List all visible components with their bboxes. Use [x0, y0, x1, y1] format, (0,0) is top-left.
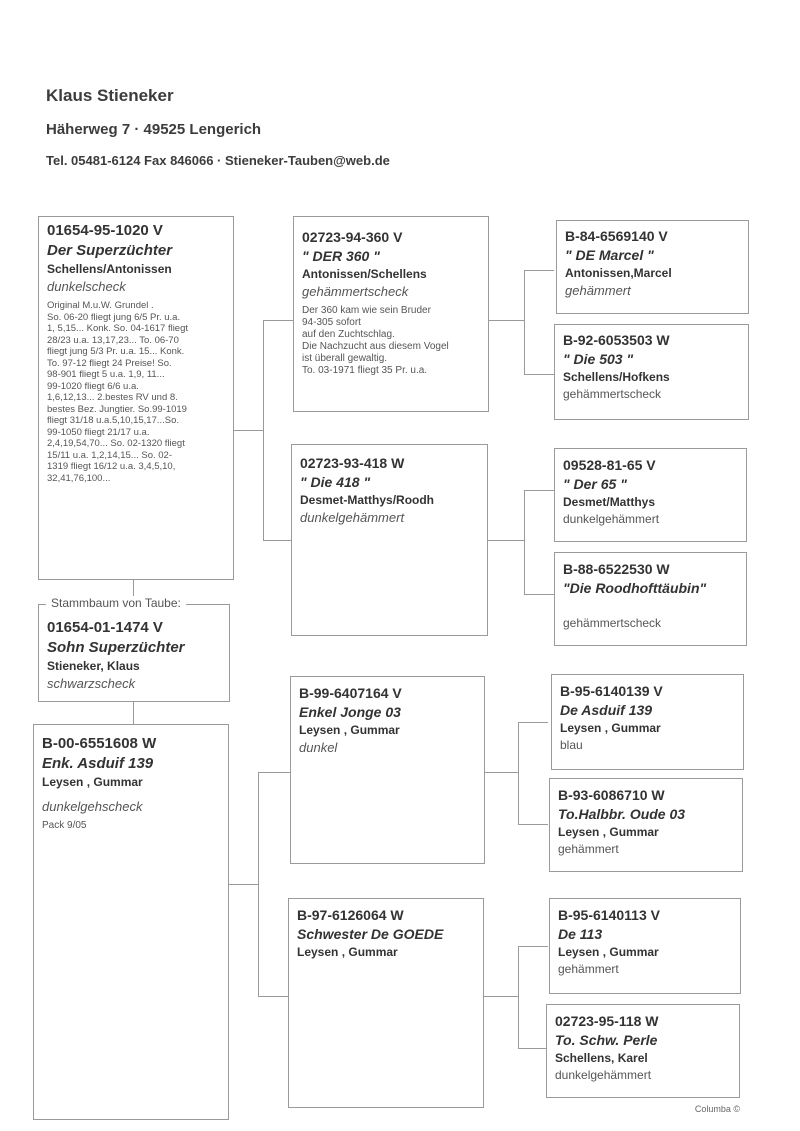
breeder-contact: Tel. 05481-6124 Fax 846066 · Stieneker-Tauben@web.de — [46, 153, 390, 168]
pedigree-box-mmf — [549, 898, 741, 994]
color-label: gehämmert — [558, 962, 619, 976]
breeder-label: Antonissen/Schellens — [302, 267, 427, 281]
pedigree-box-ff — [293, 216, 489, 412]
breeder-address: Häherweg 7 · 49525 Lengerich — [46, 121, 262, 138]
ring-number: B-88-6522530 W — [563, 561, 670, 577]
ring-number: 02723-95-118 W — [555, 1013, 659, 1029]
connector-line — [524, 594, 554, 595]
pedigree-box-ffm — [554, 324, 749, 420]
connector-line — [518, 722, 519, 824]
connector-line — [258, 996, 290, 997]
pedigree-box-mfm — [549, 778, 743, 872]
ring-number: B-99-6407164 V — [299, 685, 402, 701]
breeder-label: Leysen , Gummar — [297, 945, 398, 959]
connector-line — [524, 490, 525, 594]
connector-line — [518, 946, 519, 1048]
ring-number: B-00-6551608 W — [42, 735, 157, 752]
pedigree-box-mf — [290, 676, 485, 864]
breeder-label: Desmet-Matthys/Roodh — [300, 493, 435, 507]
pedigree-box-mother — [33, 724, 229, 1120]
breeder-label: Leysen , Gummar — [42, 775, 143, 789]
ring-number: B-95-6140113 V — [558, 907, 660, 923]
pigeon-name: " Die 418 " — [300, 474, 371, 490]
pigeon-name: De 113 — [558, 926, 603, 942]
pedigree-box-mmm — [546, 1004, 740, 1098]
color-label: blau — [560, 738, 583, 752]
breeder-label: Schellens, Karel — [555, 1051, 648, 1065]
connector-line — [488, 320, 524, 321]
breeder-label: Stieneker, Klaus — [47, 659, 140, 673]
pigeon-name: Schwester De GOEDE — [297, 926, 444, 942]
ring-number: 02723-93-418 W — [300, 455, 405, 471]
color-label: gehämmert — [565, 283, 631, 298]
connector-line — [258, 772, 290, 773]
pigeon-name: De Asduif 139 — [560, 702, 653, 718]
connector-line — [518, 722, 548, 723]
ring-number: 09528-81-65 V — [563, 457, 656, 473]
color-label: dunkelscheck — [47, 279, 126, 294]
pigeon-name: Enkel Jonge 03 — [299, 704, 401, 720]
ring-number: 01654-01-1474 V — [47, 619, 163, 636]
pedigree-box-fmf — [554, 448, 747, 542]
pedigree-caption: Stammbaum von Taube: — [46, 596, 186, 610]
breeder-label — [563, 599, 738, 613]
connector-line — [484, 996, 518, 997]
connector-line — [518, 946, 548, 947]
pigeon-name: Der Superzüchter — [47, 242, 173, 259]
performance-notes: Der 360 kam wie sein Bruder 94-305 sofort auf den Zuchtschlag. Die Nachzucht aus diesem Vogel ist überall gewaltig. To. 03-1971 fliegt 35 Pr. u.a. — [302, 305, 449, 376]
pedigree-box-mff — [551, 674, 744, 770]
performance-notes: Original M.u.W. Grundel . So. 06-20 fliegt jung 6/5 Pr. u.a. 1, 5,15... Konk. So. 04-1617 fliegt 28/23 u.a. 13,17,23... To. 06-70 fliegt jung 5/3 Pr. u.a. 15... Konk. To. 97-12 fliegt 24 Preise! So. 98-901 fliegt 5 u.a. 1,9, 11... 99-1020 fliegt 6/6 u.a. 1,6,12,13... 2.bestes RV und 8. bestes Bez. Jungtier. So.99-1019 fliegt 31/18 u.a.5,10,15,17...So. 99-1050 fliegt 21/17 u.a. 2,4,19,54,70... So. 02-1320 fliegt 15/11 u.a. 1,2,14,15... So. 02- 1319 fliegt 16/12 u.a. 3,4,5,10, 32,41,76,100... — [47, 300, 189, 484]
pigeon-name: Sohn Superzüchter — [47, 639, 185, 656]
ring-number: B-97-6126064 W — [297, 907, 404, 923]
color-label: dunkelgehämmert — [555, 1068, 652, 1082]
color-label: dunkelgehämmert — [300, 510, 405, 525]
color-label: gehämmert — [558, 842, 619, 856]
color-label: schwarzscheck — [47, 676, 136, 691]
color-label: gehämmertscheck — [563, 387, 662, 401]
pedigree-box-fmm — [554, 552, 747, 646]
pedigree-box-subject — [38, 604, 230, 702]
connector-line — [484, 772, 518, 773]
breeder-label: Schellens/Antonissen — [47, 262, 172, 276]
ring-number: B-84-6569140 V — [565, 228, 668, 244]
connector-line — [133, 702, 134, 724]
breeder-label: Antonissen,Marcel — [565, 266, 672, 280]
color-label: dunkelgehämmert — [563, 512, 660, 526]
ring-number: 01654-95-1020 V — [47, 222, 163, 239]
connector-line — [263, 540, 293, 541]
connector-line — [524, 270, 525, 374]
connector-line — [524, 490, 554, 491]
connector-line — [524, 270, 554, 271]
pedigree-box-fff — [556, 220, 749, 314]
breeder-label: Leysen , Gummar — [558, 945, 659, 959]
ring-number: B-92-6053503 W — [563, 332, 670, 348]
pigeon-name: " DER 360 " — [302, 248, 380, 264]
connector-line — [258, 772, 259, 996]
breeder-label: Desmet/Matthys — [563, 495, 656, 509]
color-label: gehämmertscheck — [563, 616, 662, 630]
pedigree-box-fm — [291, 444, 488, 636]
connector-line — [518, 1048, 548, 1049]
breeder-label: Leysen , Gummar — [299, 723, 400, 737]
pigeon-name: " Die 503 " — [563, 351, 634, 367]
performance-notes: Pack 9/05 — [42, 820, 87, 831]
pigeon-name: Enk. Asduif 139 — [42, 755, 154, 772]
connector-line — [488, 540, 524, 541]
software-credit: Columba © — [694, 1104, 740, 1114]
pedigree-box-father — [38, 216, 234, 580]
pigeon-name: " Der 65 " — [563, 476, 627, 492]
breeder-name: Klaus Stieneker — [46, 86, 174, 105]
connector-line — [233, 430, 263, 431]
color-label: dunkel — [299, 740, 338, 755]
pigeon-name: To.Halbbr. Oude 03 — [558, 806, 686, 822]
connector-line — [518, 824, 548, 825]
pigeon-name: To. Schw. Perle — [555, 1032, 658, 1048]
connector-line — [263, 320, 264, 540]
breeder-label: Leysen , Gummar — [558, 825, 659, 839]
ring-number: B-93-6086710 W — [558, 787, 665, 803]
connector-line — [228, 884, 258, 885]
pedigree-box-mm — [288, 898, 484, 1108]
connector-line — [263, 320, 293, 321]
color-label: gehämmertscheck — [302, 284, 409, 299]
color-label: dunkelgehscheck — [42, 799, 143, 814]
ring-number: 02723-94-360 V — [302, 229, 403, 245]
connector-line — [524, 374, 554, 375]
pigeon-name: " DE Marcel " — [565, 247, 654, 263]
ring-number: B-95-6140139 V — [560, 683, 663, 699]
pigeon-name: "Die Roodhofttäubin" — [563, 580, 707, 596]
breeder-label: Schellens/Hofkens — [563, 370, 670, 384]
breeder-label: Leysen , Gummar — [560, 721, 661, 735]
